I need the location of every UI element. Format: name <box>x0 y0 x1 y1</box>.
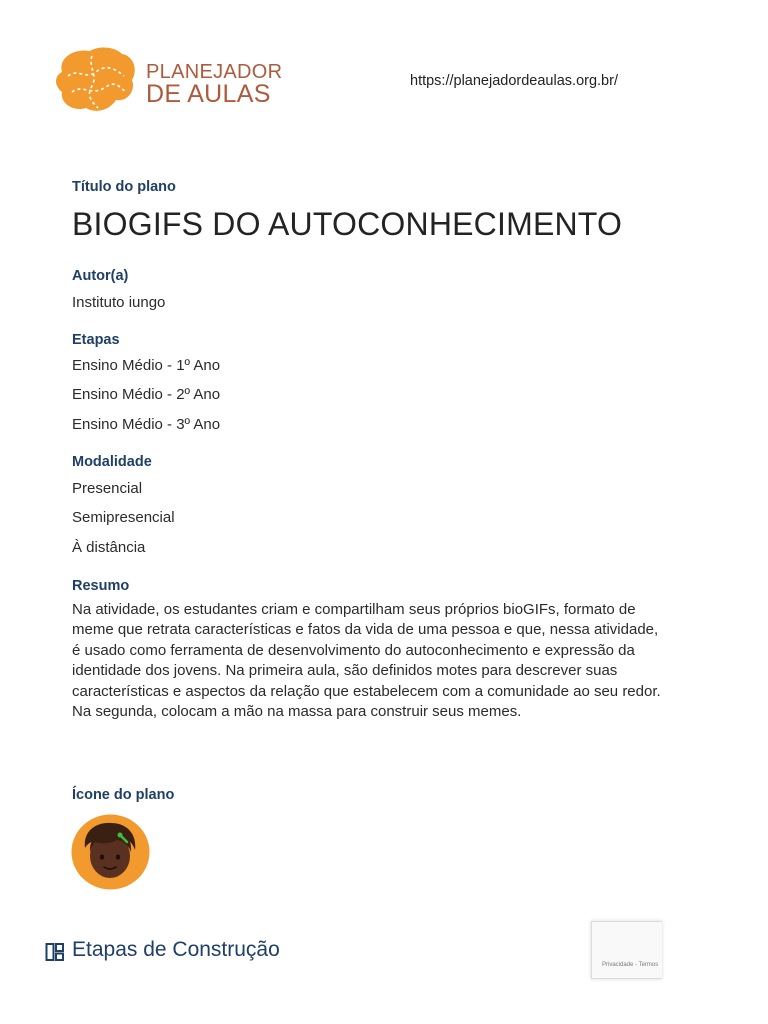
modality-item: Semipresencial <box>72 509 175 526</box>
layout-panels-icon <box>45 942 65 962</box>
plan-icon-label: Ícone do plano <box>72 787 175 803</box>
summary-text: Na atividade, os estudantes criam e compartilham seus próprios bioGIFs, formato de meme que retrata características e fatos da vida de uma pessoa e que, nessa atividade, é usado como ferramenta de desenvolvimento do autoconhecimento e expressão da identidade dos jovens. Na primeira aula, são definidos motes para descrever suas características e aspectos da relação que estabelecem com a comunidade ao seu redor. Na segunda, colocam a mão na massa para construir seus memes. <box>72 601 661 721</box>
logo-text-line2: DE AULAS <box>146 80 271 108</box>
summary-label: Resumo <box>72 578 130 594</box>
modality-label: Modalidade <box>72 454 152 470</box>
brain-logo-icon <box>52 46 138 118</box>
modality-item: Presencial <box>72 480 143 497</box>
stage-item: Ensino Médio - 3º Ano <box>72 416 221 433</box>
recaptcha-privacy-terms[interactable]: Privacidade - Termos <box>602 962 659 968</box>
brand-logo[interactable] <box>52 46 292 118</box>
modality-item: À distância <box>72 539 146 556</box>
construction-steps-heading[interactable]: Etapas de Construção <box>72 938 280 961</box>
recaptcha-badge[interactable] <box>591 921 662 979</box>
student-avatar-icon <box>71 814 150 890</box>
author-value: Instituto iungo <box>72 294 166 311</box>
plan-title-label: Título do plano <box>72 179 176 195</box>
plan-title: BIOGIFS DO AUTOCONHECIMENTO <box>72 206 623 242</box>
stage-item: Ensino Médio - 2º Ano <box>72 386 221 403</box>
stages-label: Etapas <box>72 332 120 348</box>
author-label: Autor(a) <box>72 268 129 284</box>
stage-item: Ensino Médio - 1º Ano <box>72 357 221 374</box>
logo-text-line1: PLANEJADOR <box>146 61 283 83</box>
site-url-link[interactable]: https://planejadordeaulas.org.br/ <box>410 73 618 89</box>
